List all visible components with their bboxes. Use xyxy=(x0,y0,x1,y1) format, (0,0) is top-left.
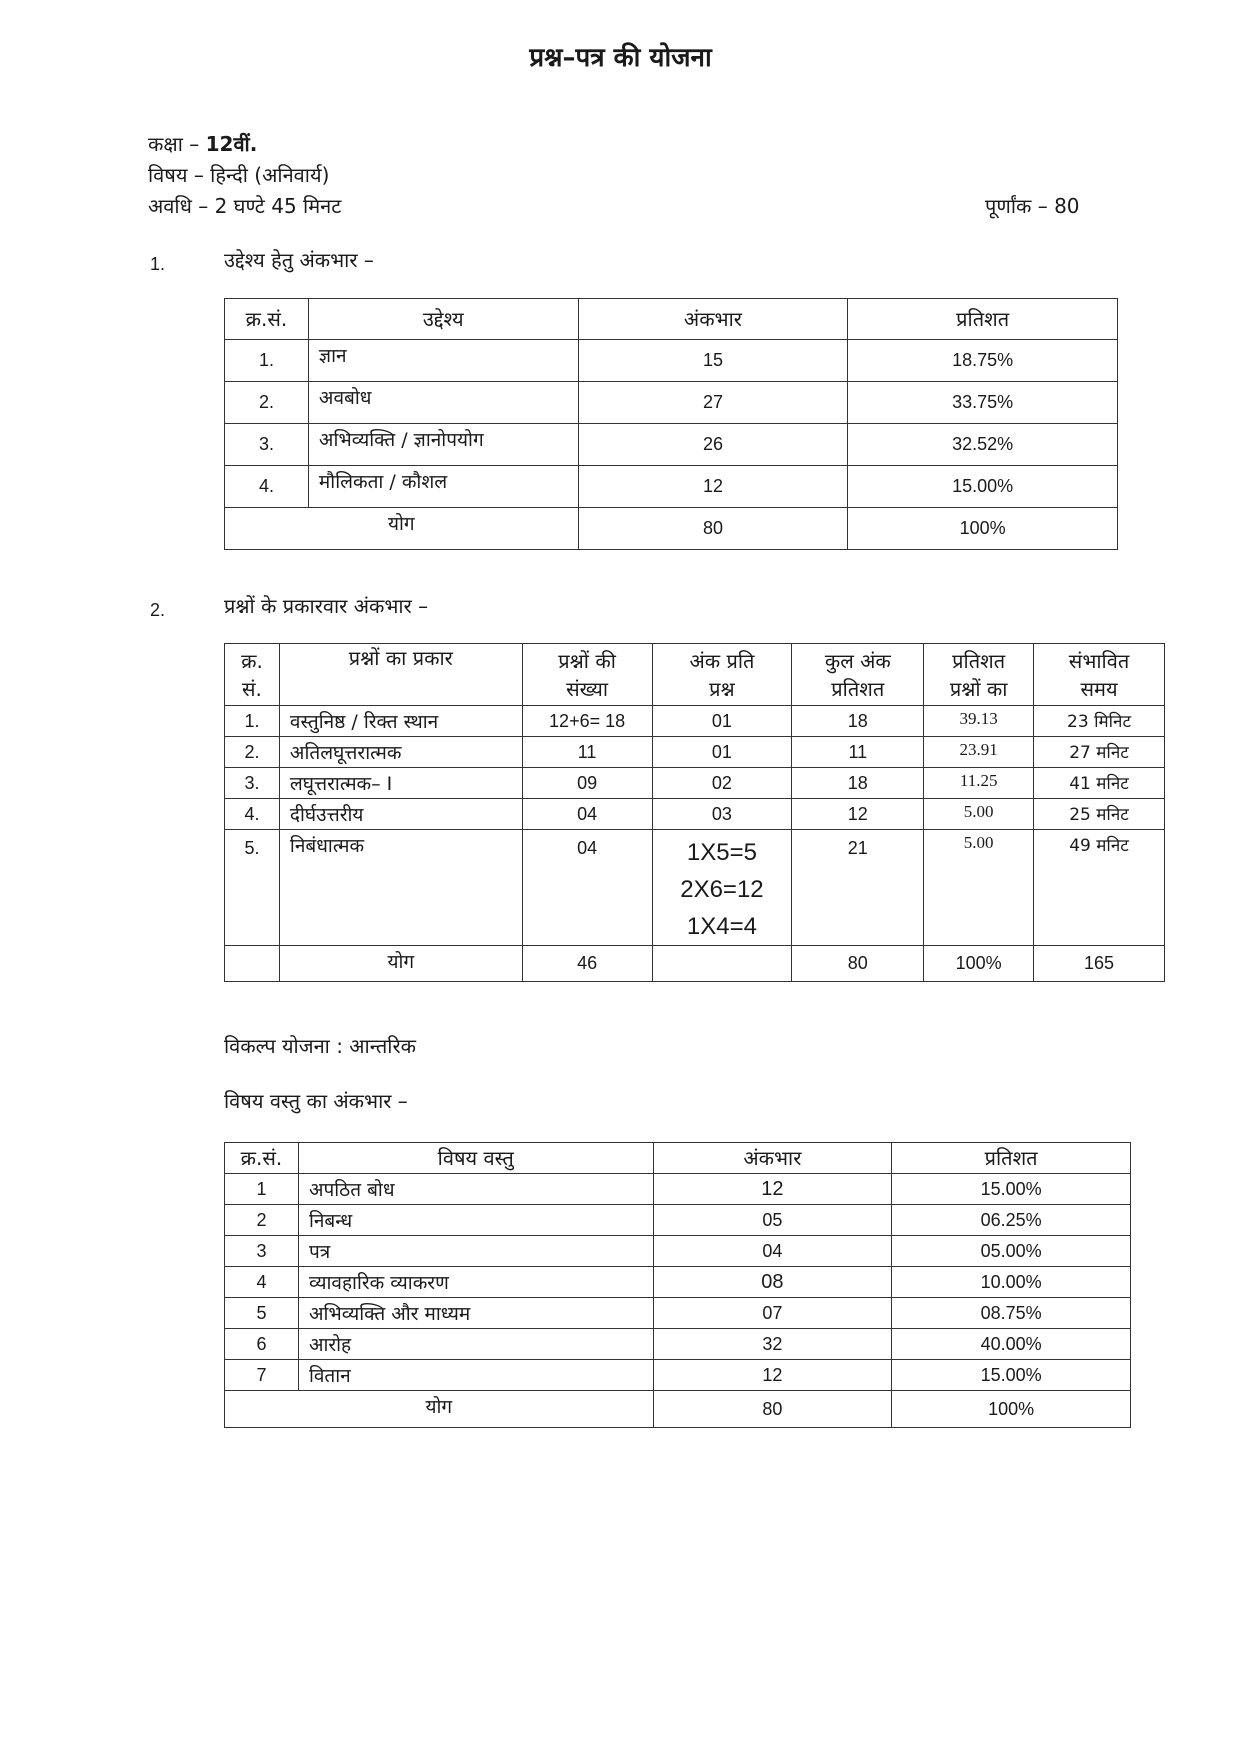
table-row xyxy=(225,737,1165,768)
column-header: संभावित समय xyxy=(1034,644,1165,706)
table-cell: अवबोध xyxy=(308,382,578,424)
table-cell: 5. xyxy=(225,830,280,946)
table-row xyxy=(225,1360,1131,1391)
table-cell: ज्ञान xyxy=(308,340,578,382)
table-cell: वस्तुनिष्ठ / रिक्त स्थान xyxy=(279,706,522,737)
table-cell: निबंधात्मक xyxy=(279,830,522,946)
table-cell: 39.13 xyxy=(924,706,1034,737)
class-line xyxy=(148,130,257,157)
marks-line: 2X6=12 xyxy=(680,876,764,903)
table-cell: 4 xyxy=(225,1267,299,1298)
column-header: क्र.सं. xyxy=(225,299,309,340)
options-scheme: विकल्प योजना : आन्तरिक xyxy=(224,1034,417,1058)
table-cell: 12 xyxy=(792,799,924,830)
table-row xyxy=(225,466,1118,508)
column-header: अंकभार xyxy=(578,299,848,340)
table-cell: 100% xyxy=(848,508,1118,550)
total-row xyxy=(225,946,1165,982)
table-cell: 5 xyxy=(225,1298,299,1329)
column-header: विषय वस्तु xyxy=(298,1143,653,1174)
table-cell: 40.00% xyxy=(892,1329,1131,1360)
table-header-row xyxy=(225,644,1165,706)
table-cell: 3. xyxy=(225,768,280,799)
table-cell: 15 xyxy=(578,340,848,382)
table-cell: 15.00% xyxy=(892,1360,1131,1391)
column-header: क्र. सं. xyxy=(225,644,280,706)
table-row xyxy=(225,1298,1131,1329)
table-cell: 27 xyxy=(578,382,848,424)
table-cell: 2. xyxy=(225,382,309,424)
table-cell: 32 xyxy=(653,1329,892,1360)
table-cell: 27 मनिट xyxy=(1034,737,1165,768)
table-cell: 12 xyxy=(578,466,848,508)
total-marks: पूर्णांक – 80 xyxy=(985,194,1080,218)
table-row xyxy=(225,424,1118,466)
table-row xyxy=(225,768,1165,799)
table-cell: 3 xyxy=(225,1236,299,1267)
table-cell: 2 xyxy=(225,1205,299,1236)
table-cell: 1. xyxy=(225,340,309,382)
section1-heading: उद्देश्य हेतु अंकभार – xyxy=(224,248,374,272)
marks-per-question-cell xyxy=(652,830,792,946)
table-cell: 02 xyxy=(652,768,792,799)
table-cell: 05 xyxy=(653,1205,892,1236)
total-label: योग xyxy=(225,508,579,550)
total-label: योग xyxy=(279,946,522,982)
objectives-table xyxy=(224,298,1118,550)
subject-line: विषय – हिन्दी (अनिवार्य) xyxy=(148,163,330,187)
table-cell: अभिव्यक्ति / ज्ञानोपयोग xyxy=(308,424,578,466)
marks-line: 1X5=5 xyxy=(686,839,757,866)
table-cell: 23.91 xyxy=(924,737,1034,768)
table-cell: 12 xyxy=(653,1360,892,1391)
table-cell: मौलिकता / कौशल xyxy=(308,466,578,508)
table-cell: 165 xyxy=(1034,946,1165,982)
table-cell: 1. xyxy=(225,706,280,737)
table-cell: 46 xyxy=(522,946,652,982)
table-cell: 18 xyxy=(792,706,924,737)
column-header: प्रश्नों की संख्या xyxy=(522,644,652,706)
table-cell: 15.00% xyxy=(892,1174,1131,1205)
table-cell xyxy=(652,946,792,982)
table-cell: आरोह xyxy=(298,1329,653,1360)
table-cell: 6 xyxy=(225,1329,299,1360)
table-cell: 4. xyxy=(225,799,280,830)
column-header: प्रतिशत प्रश्नों का xyxy=(924,644,1034,706)
section1-number: 1. xyxy=(150,254,166,274)
table-cell: 33.75% xyxy=(848,382,1118,424)
table-cell: वितान xyxy=(298,1360,653,1391)
table-row xyxy=(225,799,1165,830)
table-cell: 4. xyxy=(225,466,309,508)
table-cell: 3. xyxy=(225,424,309,466)
section3-heading: विषय वस्तु का अंकभार – xyxy=(224,1089,408,1113)
section2-heading: प्रश्नों के प्रकारवार अंकभार – xyxy=(224,594,429,618)
class-value: 12वीं. xyxy=(205,132,258,156)
table-header-row xyxy=(225,1143,1131,1174)
table-cell: 26 xyxy=(578,424,848,466)
column-header: प्रतिशत xyxy=(848,299,1118,340)
table-cell: 25 मनिट xyxy=(1034,799,1165,830)
total-row xyxy=(225,1391,1131,1428)
table-cell: 49 मनिट xyxy=(1034,830,1165,946)
table-cell: 21 xyxy=(792,830,924,946)
table-cell: 10.00% xyxy=(892,1267,1131,1298)
table-cell: 32.52% xyxy=(848,424,1118,466)
table-cell: 100% xyxy=(924,946,1034,982)
table-cell: 09 xyxy=(522,768,652,799)
table-cell: 12 xyxy=(653,1174,892,1205)
table-row xyxy=(225,1329,1131,1360)
table-header-row xyxy=(225,299,1118,340)
table-cell: 2. xyxy=(225,737,280,768)
table-row xyxy=(225,1174,1131,1205)
table-cell: 11 xyxy=(792,737,924,768)
marks-line: 1X4=4 xyxy=(686,913,757,940)
table-cell: निबन्ध xyxy=(298,1205,653,1236)
column-header: अंक प्रति प्रश्न xyxy=(652,644,792,706)
table-cell: 18 xyxy=(792,768,924,799)
page-title: प्रश्न–पत्र की योजना xyxy=(529,43,712,73)
table-cell: व्यावहारिक व्याकरण xyxy=(298,1267,653,1298)
table-cell: 11 xyxy=(522,737,652,768)
table-cell xyxy=(225,946,280,982)
table-cell: 08 xyxy=(653,1267,892,1298)
table-row xyxy=(225,1236,1131,1267)
table-cell: 01 xyxy=(652,737,792,768)
table-cell: पत्र xyxy=(298,1236,653,1267)
table-row xyxy=(225,340,1118,382)
table-cell: 80 xyxy=(653,1391,892,1428)
table-cell: अभिव्यक्ति और माध्यम xyxy=(298,1298,653,1329)
content-weightage-table xyxy=(224,1142,1131,1428)
table-row xyxy=(225,706,1165,737)
table-cell: 15.00% xyxy=(848,466,1118,508)
table-cell: अतिलघूत्तरात्मक xyxy=(279,737,522,768)
column-header: प्रतिशत xyxy=(892,1143,1131,1174)
question-types-table xyxy=(224,643,1165,982)
table-cell: 1 xyxy=(225,1174,299,1205)
table-cell: 5.00 xyxy=(924,799,1034,830)
table-cell: 18.75% xyxy=(848,340,1118,382)
column-header: उद्देश्य xyxy=(308,299,578,340)
column-header: क्र.सं. xyxy=(225,1143,299,1174)
table-cell: 07 xyxy=(653,1298,892,1329)
table-cell: अपठित बोध xyxy=(298,1174,653,1205)
table-cell: 100% xyxy=(892,1391,1131,1428)
table-cell: 03 xyxy=(652,799,792,830)
table-cell: 05.00% xyxy=(892,1236,1131,1267)
class-label: कक्षा – xyxy=(148,132,206,156)
table-cell: 7 xyxy=(225,1360,299,1391)
total-row xyxy=(225,508,1118,550)
table-cell: 80 xyxy=(792,946,924,982)
section2-number: 2. xyxy=(150,600,166,620)
table-cell: 01 xyxy=(652,706,792,737)
table-row xyxy=(225,830,1165,946)
table-cell: दीर्घउत्तरीय xyxy=(279,799,522,830)
column-header: कुल अंक प्रतिशत xyxy=(792,644,924,706)
table-cell: 41 मनिट xyxy=(1034,768,1165,799)
total-label: योग xyxy=(225,1391,654,1428)
column-header: अंकभार xyxy=(653,1143,892,1174)
table-cell: 11.25 xyxy=(924,768,1034,799)
table-row xyxy=(225,1267,1131,1298)
table-cell: 06.25% xyxy=(892,1205,1131,1236)
table-cell: 04 xyxy=(522,799,652,830)
table-row xyxy=(225,1205,1131,1236)
duration-line: अवधि – 2 घण्टे 45 मिनट xyxy=(148,194,342,218)
table-cell: 04 xyxy=(522,830,652,946)
table-cell: 80 xyxy=(578,508,848,550)
table-row xyxy=(225,382,1118,424)
table-cell: 04 xyxy=(653,1236,892,1267)
table-cell: लघूत्तरात्मक– I xyxy=(279,768,522,799)
table-cell: 5.00 xyxy=(924,830,1034,946)
column-header: प्रश्नों का प्रकार xyxy=(279,644,522,706)
table-cell: 23 मिनिट xyxy=(1034,706,1165,737)
table-cell: 12+6= 18 xyxy=(522,706,652,737)
table-cell: 08.75% xyxy=(892,1298,1131,1329)
